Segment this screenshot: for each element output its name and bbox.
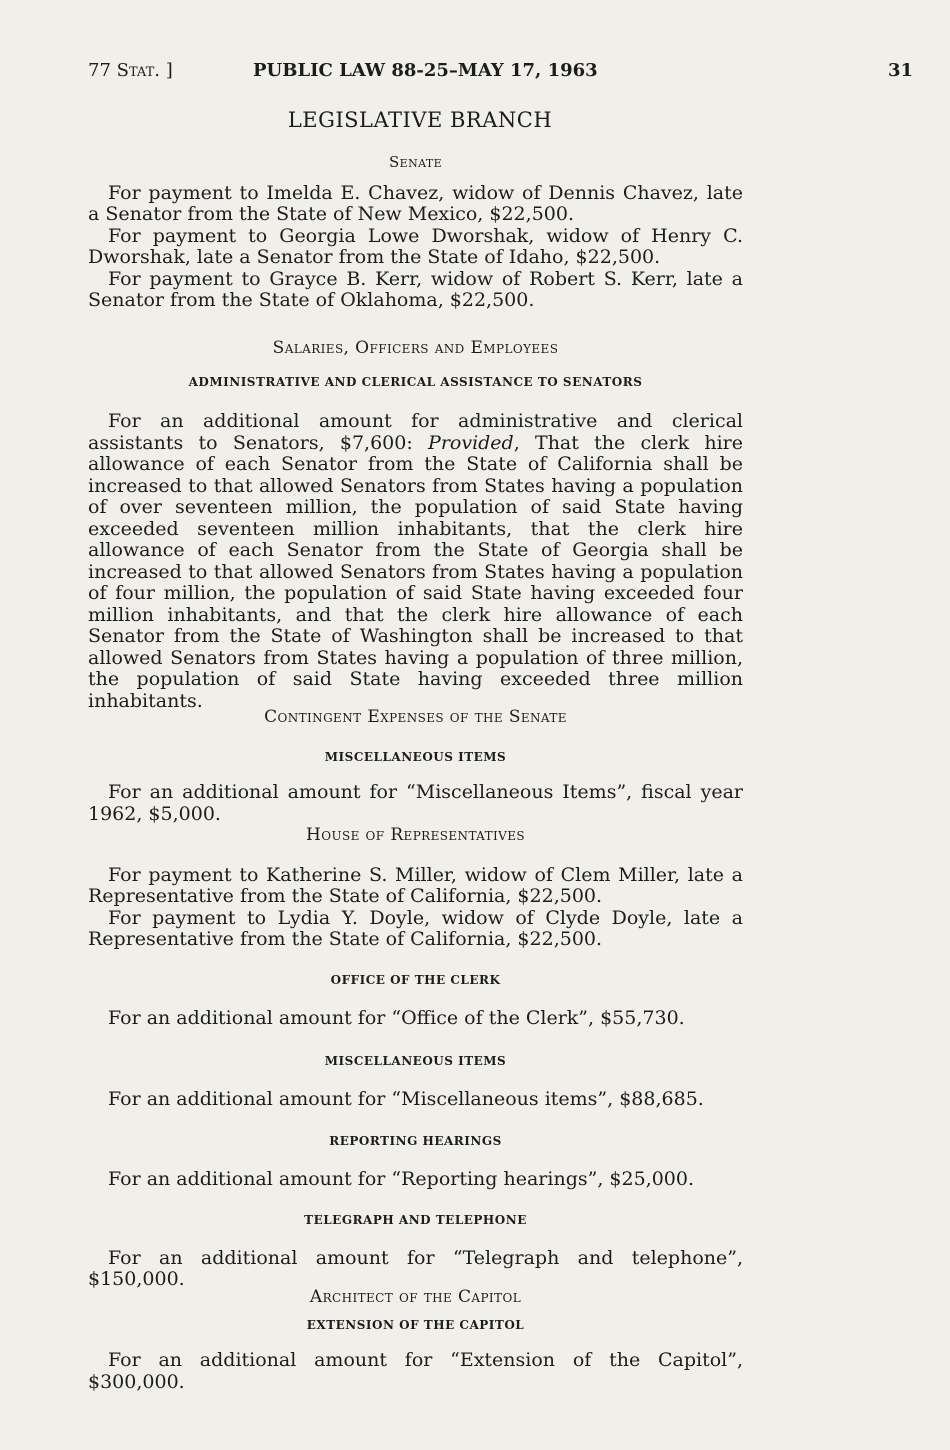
architect-heading: Architect of the Capitol — [309, 1287, 522, 1307]
house-misc-section — [88, 1051, 743, 1110]
admin-assistance-rest: , That the clerk hire allowance of each Senator from the State of California shall be increased to that allowed Senators from States having a population of over seventeen million, the population of said State having exceeded seventeen million inhabitants, that the clerk hire allowance of each Senator from the State of Georgia shall be increased to that allowed Senators from States having a population of four million, the population of said State having exceeded four million inhabitants, and that the clerk hire allowance of each Senator from the State of Washington shall be increased to that allowed Senators from States having a population of three million, the population of said State having exceeded three million inhabitants. — [88, 431, 743, 712]
house-paragraph: For payment to Katherine S. Miller, widow of Clem Miller, late a Representative from the State of California, $22,500. — [88, 863, 743, 907]
reporting-paragraph: For an additional amount for “Reporting hearings”, $25,000. — [108, 1167, 695, 1190]
telegraph-section — [88, 1210, 743, 1291]
senate-paragraph: For payment to Imelda E. Chavez, widow of Dennis Chavez, late a Senator from the State of New Mexico, $22,500. — [88, 181, 743, 225]
contingent-misc-subheading: MISCELLANEOUS ITEMS — [324, 749, 507, 764]
clerk-subheading: OFFICE OF THE CLERK — [330, 973, 501, 987]
house-paragraph: For payment to Lydia Y. Doyle, widow of Clyde Doyle, late a Representative from the State of California, $22,500. — [88, 906, 743, 950]
clerk-paragraph: For an additional amount for “Office of the Clerk”, $55,730. — [108, 1006, 685, 1029]
admin-assistance-subheading: ADMINISTRATIVE AND CLERICAL ASSISTANCE TO SENATORS — [188, 374, 643, 389]
contingent-section — [88, 707, 743, 825]
house-section — [88, 825, 743, 951]
clerk-section — [88, 970, 743, 1029]
reporting-subheading: REPORTING HEARINGS — [329, 1134, 502, 1148]
provided-term: Provided — [428, 431, 514, 454]
contingent-heading: Contingent Expenses of the Senate — [264, 707, 567, 727]
extension-paragraph: For an additional amount for “Extension of the Capitol”, $300,000. — [88, 1349, 743, 1393]
page-header — [88, 60, 913, 90]
reporting-section — [88, 1131, 743, 1190]
admin-assistance-lead: For an additional amount for administrative and clerical assistants to Senators, $7,600: — [88, 410, 743, 454]
senate-paragraph: For payment to Grayce B. Kerr, widow of Robert S. Kerr, late a Senator from the State of Oklahoma, $22,500. — [88, 267, 743, 311]
house-misc-subheading: MISCELLANEOUS ITEMS — [324, 1054, 507, 1068]
law-title: PUBLIC LAW 88-25–MAY 17, 1963 — [253, 60, 598, 81]
section-heading-legislative-branch: LEGISLATIVE BRANCH — [287, 108, 553, 132]
senate-paragraph: For payment to Georgia Lowe Dworshak, widow of Henry C. Dworshak, late a Senator from the State of Idaho, $22,500. — [88, 224, 743, 268]
salaries-section — [88, 338, 743, 712]
senate-heading: Senate — [388, 153, 443, 171]
house-misc-paragraph: For an additional amount for “Miscellaneous items”, $88,685. — [108, 1087, 704, 1110]
telegraph-subheading: TELEGRAPH AND TELEPHONE — [304, 1213, 527, 1227]
page-number: 31 — [887, 60, 913, 81]
extension-subheading: EXTENSION OF THE CAPITOL — [306, 1317, 525, 1332]
house-heading: House of Representatives — [306, 825, 525, 845]
statute-reference: 77 Stat. ] — [88, 60, 173, 81]
admin-assistance-paragraph — [88, 411, 743, 712]
architect-section — [88, 1287, 743, 1393]
contingent-paragraph: For an additional amount for “Miscellaneous Items”, fiscal year 1962, $5,000. — [88, 781, 743, 825]
salaries-heading: Salaries, Officers and Employees — [272, 338, 559, 358]
telegraph-paragraph: For an additional amount for “Telegraph and telephone”, $150,000. — [88, 1246, 743, 1290]
senate-section — [88, 152, 743, 312]
